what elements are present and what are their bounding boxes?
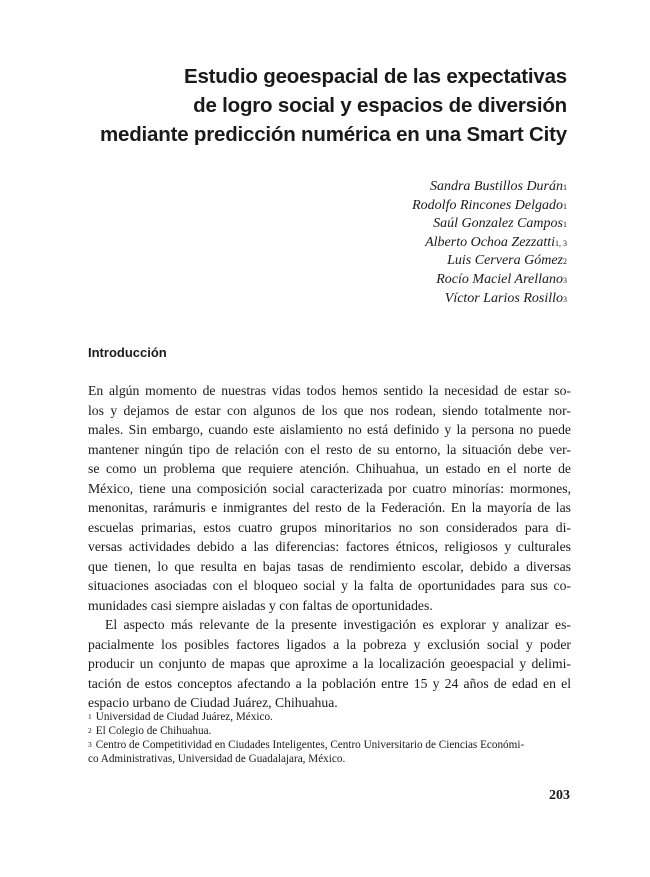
body-line: munidades casi siempre aisladas y con faltas de oportunidades. bbox=[88, 597, 433, 613]
paper-title bbox=[47, 62, 567, 149]
author-list bbox=[412, 178, 567, 308]
author bbox=[412, 252, 567, 271]
footnote-text: co Administrativas, Universidad de Guadalajara, México. bbox=[88, 753, 346, 765]
body-line: espacio urbano de Ciudad Juárez, Chihuahua. bbox=[88, 695, 338, 710]
footnote bbox=[88, 710, 578, 724]
author-name: Saúl Gonzalez Campos bbox=[433, 216, 563, 232]
author-name: Sandra Bustillos Durán bbox=[429, 179, 563, 194]
author bbox=[412, 215, 567, 234]
footnote-number: 1 bbox=[88, 712, 92, 721]
author-affiliation-mark: 1 bbox=[563, 201, 567, 211]
title-line: de logro social y espacios de diversión bbox=[193, 94, 567, 117]
body-line: males. Sin embargo, cuando este aislamiento no está definido y la persona no puede bbox=[88, 422, 571, 437]
author-name: Víctor Larios Rosillo bbox=[444, 290, 563, 306]
body-line: se como un problema que requiere atención. Chihuahua, un estado en el norte de bbox=[88, 461, 571, 476]
body-text bbox=[88, 381, 571, 713]
footnote-text: El Colegio de Chihuahua. bbox=[95, 725, 212, 737]
body-line: pacialmente los posibles factores ligados a la pobreza y exclusión social y poder bbox=[88, 636, 571, 652]
body-line: menonitas, rarámuris e inmigrantes del resto de la Federación. En la mayoría de las bbox=[88, 500, 571, 515]
author-affiliation-mark: 3 bbox=[563, 275, 567, 285]
author-affiliation-mark: 1 bbox=[563, 220, 567, 230]
page-number: 203 bbox=[549, 788, 570, 803]
section-heading: Introducción bbox=[88, 345, 167, 360]
footnote bbox=[88, 724, 578, 738]
author bbox=[412, 271, 567, 290]
body-line: versas actividades debido a las diferencias: factores étnicos, religiosos y culturales bbox=[88, 539, 571, 554]
footnote-text: Centro de Competitividad en Ciudades Inteligentes, Centro Universitario de Ciencias Económi- bbox=[95, 739, 525, 751]
author bbox=[412, 290, 567, 309]
footnote-number: 3 bbox=[88, 740, 92, 749]
author bbox=[412, 234, 567, 253]
body-line: En algún momento de nuestras vidas todos hemos sentido la necesidad de estar so- bbox=[88, 383, 571, 398]
footnote-number: 2 bbox=[88, 726, 92, 735]
author-affiliation-mark: 1 bbox=[563, 183, 567, 192]
body-line: México, tiene una composición social caracterizada por cuatro minorías: mormones, bbox=[88, 480, 571, 496]
footnotes bbox=[88, 710, 578, 766]
author-name: Alberto Ochoa Zezzatti bbox=[425, 234, 555, 250]
body-line: tación de estos conceptos afectando a la población entre 15 y 24 años de edad en el bbox=[88, 675, 571, 691]
author bbox=[412, 197, 567, 216]
body-line: escuelas primarias, estos cuatro grupos minoritarios no son considerados para di- bbox=[88, 519, 571, 535]
body-line: situaciones asociadas con el bloqueo social y la falta de oportunidades para sus co- bbox=[88, 578, 571, 593]
footnote-text: Universidad de Ciudad Juárez, México. bbox=[95, 711, 273, 723]
body-line: mantener ningún tipo de relación con el resto de su entorno, la situación debe ver- bbox=[88, 441, 571, 457]
footnote-continuation bbox=[88, 752, 578, 766]
body-line: que tienen, lo que resulta en bajas tasas de rendimiento escolar, debido a diversas bbox=[88, 558, 571, 574]
author-affiliation-mark: 2 bbox=[563, 257, 567, 267]
author-name: Rodolfo Rincones Delgado bbox=[412, 197, 563, 213]
author-affiliation-mark: 3 bbox=[563, 294, 567, 304]
author-name: Rocío Maciel Arellano bbox=[436, 271, 563, 287]
author-affiliation-mark: 1, 3 bbox=[555, 238, 567, 248]
title-line: mediante predicción numérica en una Smart City bbox=[100, 123, 567, 146]
body-line: El aspecto más relevante de la presente investigación es explorar y analizar es- bbox=[105, 617, 571, 632]
title-line: Estudio geoespacial de las expectativas bbox=[183, 65, 567, 88]
body-line: producir un conjunto de mapas que aproxime a la localización geoespacial y delimi- bbox=[88, 656, 571, 671]
body-line: los y dejamos de estar con algunos de los que nos rodean, siendo totalmente nor- bbox=[88, 402, 571, 418]
author bbox=[412, 178, 567, 197]
author-name: Luis Cervera Gómez bbox=[447, 253, 563, 269]
footnote bbox=[88, 738, 578, 752]
